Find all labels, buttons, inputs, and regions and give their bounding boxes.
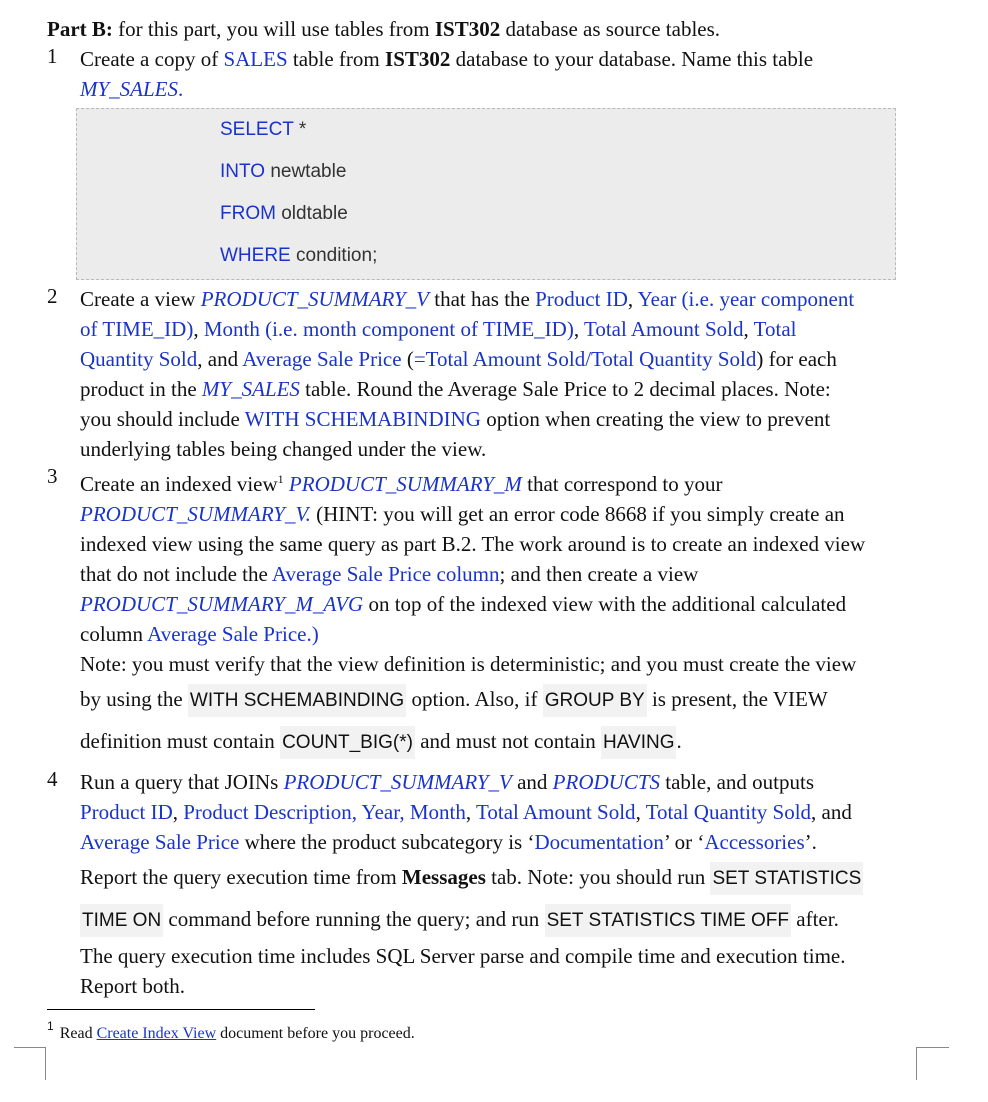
footnote: $^1$ Read Create Index View document before you proceed. <box>47 1019 415 1042</box>
my-sales-table-name: MY_SALES <box>80 77 179 101</box>
item-number: 3 <box>47 464 58 488</box>
list-item-2: 2 Create a view PRODUCT_SUMMARY_V that has the Product ID, Year (i.e. year component of TIME_ID), Month (i.e. month component of TIME_ID), Total Amount Sold, Total Quantity Sold, and Average Sale Price (=Total Amount Sold/Total Quantity Sold) for each product in the MY_SALES table. Round the Average Sale Price to 2 decimal places. Note: you should include WITH SCHEMABINDING option when creating the view to prevent underlying tables being changed under the view. <box>47 284 855 461</box>
inline-code: TIME ON <box>80 904 163 937</box>
code-line: SELECT * <box>220 119 307 140</box>
inline-code: GROUP BY <box>543 684 647 717</box>
list-item-1: 1 Create a copy of SALES table from IST302 database to your database. Name this table MY_SALES. <box>47 44 814 101</box>
list-item-4: 4 Run a query that JOINs PRODUCT_SUMMARY_V and PRODUCTS table, and outputs Product ID, Product Description, Year, Month, Total Amount Sold, Total Quantity Sold, and Average Sale Price where the product subcategory is ‘Documentation’ or ‘Accessories’. Report the query execution time from Messages tab. Note: you should run SET STATISTICS TIME ON command before running the query; and run SET STATISTICS TIME OFF after. The query execution time includes SQL Server parse and compile time and execution time. Report both. <box>47 767 862 998</box>
inline-code: WITH SCHEMABINDING <box>188 684 406 717</box>
inline-code: COUNT_BIG(*) <box>280 726 415 759</box>
page-corner-mark <box>916 1047 949 1080</box>
sales-table-name: SALES <box>223 47 288 71</box>
sql-code-block <box>76 108 896 280</box>
item-number: 2 <box>47 284 58 308</box>
inline-code: SET STATISTICS <box>710 862 863 895</box>
part-label: Part B: <box>47 17 113 41</box>
inline-code: HAVING <box>601 726 676 759</box>
part-heading: Part B: for this part, you will use tables from IST302 database as source tables. <box>47 17 721 41</box>
code-line: WHERE condition; <box>220 245 378 266</box>
item-number: 4 <box>47 767 58 791</box>
inline-code: SET STATISTICS TIME OFF <box>545 904 791 937</box>
page-corner-mark <box>14 1047 46 1080</box>
code-line: INTO newtable <box>220 161 347 182</box>
item-number: 1 <box>47 44 58 68</box>
code-line: FROM oldtable <box>220 203 348 224</box>
footnote-separator <box>47 1009 315 1010</box>
list-item-3: 3 Create an indexed view$^1$ PRODUCT_SUMMARY_M that correspond to your PRODUCT_SUMMARY_V. (HINT: you will get an error code 8668 if you simply create an indexed view using the same query as part B.2. The work around is to create an indexed view that do not include the Average Sale Price column; and then create a view PRODUCT_SUMMARY_M_AVG on top of the indexed view with the additional calculated column Average Sale Price.) Note: you must verify that the view definition is deterministic; and you must create the view by using the WITH SCHEMABINDING option. Also, if GROUP BY is present, the VIEW definition must contain COUNT_BIG(*) and must not contain HAVING. <box>47 464 927 763</box>
document-body <box>47 14 927 1001</box>
footnote-reference: 1 <box>277 472 284 486</box>
create-index-view-link[interactable]: Create Index View <box>96 1025 217 1042</box>
